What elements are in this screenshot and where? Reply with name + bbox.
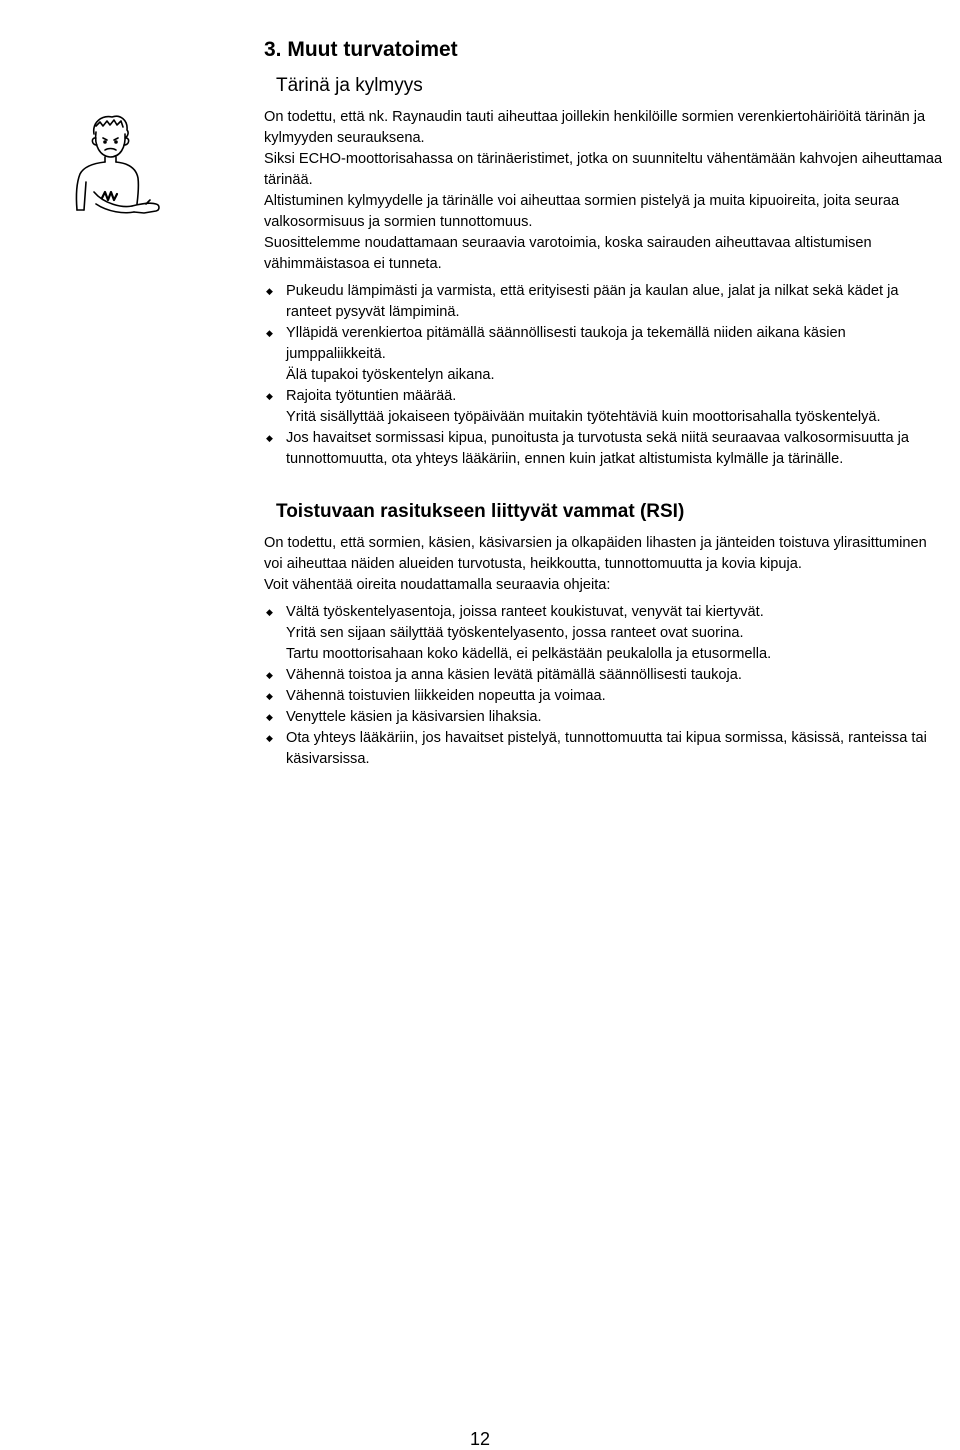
diamond-bullet-icon: ◆	[266, 733, 273, 743]
paragraph: Siksi ECHO-moottorisahassa on tärinäeristimet, jotka on suunniteltu vähentämään kahvojen aiheuttamaa tärinää.	[264, 151, 943, 188]
paragraph: Voit vähentää oireita noudattamalla seuraavia ohjeita:	[264, 577, 611, 593]
list-item	[264, 602, 944, 665]
list-item-text: Rajoita työtuntien määrää.	[286, 388, 457, 404]
person-hand-pain-icon	[72, 112, 164, 224]
list-item-text: Älä tupakoi työskentelyn aikana.	[286, 367, 495, 383]
diamond-bullet-icon: ◆	[266, 433, 273, 443]
list-item	[264, 428, 944, 470]
diamond-bullet-icon: ◆	[266, 691, 273, 701]
paragraph: Altistuminen kylmyydelle ja tärinälle voi aiheuttaa sormien pistelyä ja muita kipuoireita, joita seuraa valkosormisuus ja sormien tunnottomuus.	[264, 193, 900, 230]
list-item-text: Yritä sen sijaan säilyttää työskentelyasento, jossa ranteet ovat suorina.	[286, 625, 744, 641]
list-item	[264, 728, 944, 770]
diamond-bullet-icon: ◆	[266, 391, 273, 401]
list-item-text: Vähennä toistuvien liikkeiden nopeutta ja voimaa.	[286, 688, 606, 704]
diamond-bullet-icon: ◆	[266, 607, 273, 617]
list-item-text: Pukeudu lämpimästi ja varmista, että erityisesti pään ja kaulan alue, jalat ja nilkat sekä kädet ja ranteet pysyvät lämpiminä.	[286, 283, 899, 320]
list-item	[264, 281, 944, 323]
list-item-text: Yritä sisällyttää jokaiseen työpäivään muitakin työtehtäviä kuin moottorisahalla työskentelyä.	[286, 409, 881, 425]
diamond-bullet-icon: ◆	[266, 286, 273, 296]
bullet-list-vibration-cold	[264, 281, 944, 470]
section-title-rsi: Toistuvaan rasitukseen liittyvät vammat (RSI)	[276, 501, 685, 522]
diamond-bullet-icon: ◆	[266, 670, 273, 680]
chapter-title: 3. Muut turvatoimet	[264, 38, 458, 61]
page-number: 12	[469, 1429, 491, 1449]
list-item-text: Ota yhteys lääkäriin, jos havaitset pistelyä, tunnottomuutta tai kipua sormissa, käsissä, ranteissa tai käsivarsissa.	[286, 730, 927, 767]
list-item-text: Vältä työskentelyasentoja, joissa ranteet koukistuvat, venyvät tai kiertyvät.	[286, 604, 764, 620]
list-item-text: Venyttele käsien ja käsivarsien lihaksia.	[286, 709, 542, 725]
list-item	[264, 323, 944, 386]
bullet-list-rsi	[264, 602, 944, 770]
main-content	[264, 36, 944, 770]
list-item	[264, 665, 944, 686]
diamond-bullet-icon: ◆	[266, 712, 273, 722]
list-item-text: Ylläpidä verenkiertoa pitämällä säännöllisesti taukoja ja tekemällä niiden aikana käsien jumppaliikkeitä.	[286, 325, 846, 362]
list-item-text: Vähennä toistoa ja anna käsien levätä pitämällä säännöllisesti taukoja.	[286, 667, 742, 683]
diamond-bullet-icon: ◆	[266, 328, 273, 338]
paragraph: On todettu, että nk. Raynaudin tauti aiheuttaa joillekin henkilöille sormien verenkiertohäiriöitä tärinän ja kylmyyden seurauksena.	[264, 109, 926, 146]
paragraph: On todettu, että sormien, käsien, käsivarsien ja olkapäiden lihasten ja jänteiden toistuva ylirasittuminen voi aiheuttaa näiden alueiden turvotusta, heikkoutta, tunnottomuutta ja kovia kipuja.	[264, 535, 927, 572]
list-item-text: Tartu moottorisahaan koko kädellä, ei pelkästään peukalolla ja etusormella.	[286, 646, 772, 662]
list-item-text: Jos havaitset sormissasi kipua, punoitusta ja turvotusta sekä niitä seuraavaa valkosormisuutta ja tunnottomuutta, ota yhteys lääkäriin, ennen kuin jatkat altistumista kylmälle ja tärinälle.	[286, 430, 909, 467]
paragraph: Suosittelemme noudattamaan seuraavia varotoimia, koska sairauden aiheuttavaa altistumisen vähimmäistasoa ei tunneta.	[264, 235, 872, 272]
list-item	[264, 707, 944, 728]
list-item	[264, 386, 944, 428]
list-item	[264, 686, 944, 707]
section-title-vibration-cold: Tärinä ja kylmyys	[276, 75, 423, 96]
